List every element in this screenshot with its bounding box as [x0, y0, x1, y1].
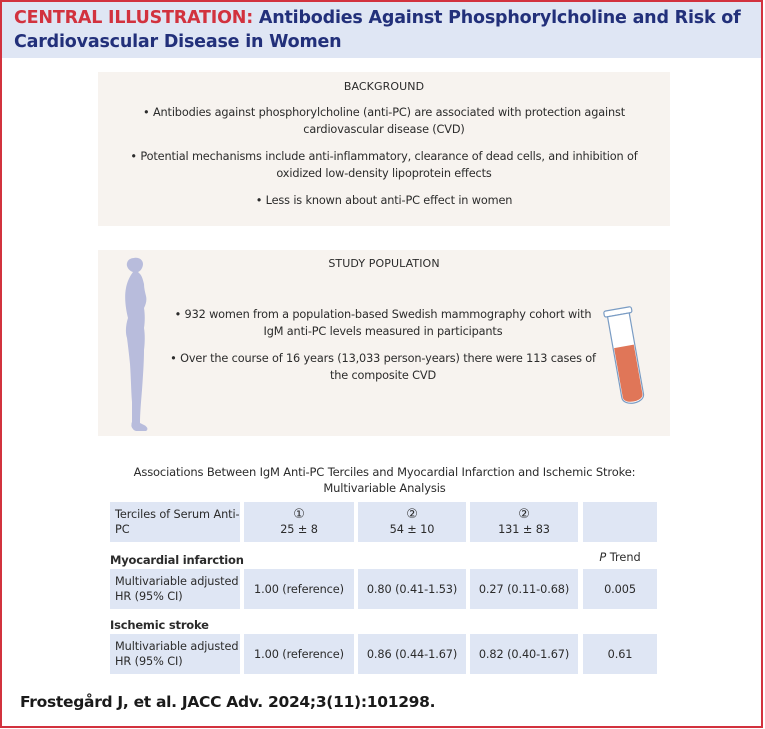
- table-cell: 0.82 (0.40-1.67): [470, 634, 578, 674]
- table-header-label: Terciles of Serum Anti-PC: [110, 502, 240, 542]
- p-trend-text: Trend: [606, 551, 641, 564]
- table-row-label: Multivariable adjusted HR (95% CI): [110, 569, 240, 609]
- study-population-bullet: • Over the course of 16 years (13,033 person-years) there were 113 cases of the composite CVD: [170, 352, 596, 382]
- tercile-marker: ②: [518, 507, 530, 522]
- background-bullet: • Less is known about anti-PC effect in women: [255, 194, 513, 207]
- table-cell: 1.00 (reference): [244, 569, 354, 609]
- study-population-heading: STUDY POPULATION: [328, 257, 440, 270]
- test-tube-icon: [602, 302, 652, 414]
- tercile-value: 25 ± 8: [280, 523, 318, 536]
- title-text: Antibodies Against Phosphorylcholine and Risk of Cardiovascular Disease in Women: [14, 8, 741, 52]
- table-cell-p-trend: 0.005: [583, 569, 657, 609]
- tercile-value: 131 ± 83: [498, 523, 550, 536]
- p-italic: P: [599, 551, 607, 564]
- table-header-tercile-2: [358, 502, 466, 542]
- table-row-label: Multivariable adjusted HR (95% CI): [110, 634, 240, 674]
- background-panel: [98, 72, 670, 226]
- background-heading: BACKGROUND: [343, 80, 425, 93]
- tercile-marker: ①: [293, 507, 305, 522]
- section-label-ischemic-stroke: Ischemic stroke: [110, 618, 209, 632]
- table-cell: 1.00 (reference): [244, 634, 354, 674]
- table-cell-p-trend: 0.61: [583, 634, 657, 674]
- table-cell: 0.27 (0.11-0.68): [470, 569, 578, 609]
- study-population-panel: [98, 250, 670, 436]
- table-cell: 0.80 (0.41-1.53): [358, 569, 466, 609]
- table-header-tercile-3: [470, 502, 578, 542]
- section-label-myocardial-infarction: Myocardial infarction: [110, 553, 244, 567]
- woman-silhouette-icon: [114, 254, 164, 432]
- table-header-tercile-1: [244, 502, 354, 542]
- tercile-value: 54 ± 10: [389, 523, 435, 536]
- table-header-empty: [583, 502, 657, 542]
- background-bullet: • Potential mechanisms include anti-inflammatory, clearance of dead cells, and inhibition of oxidized low-density lipoprotein effects: [130, 150, 638, 180]
- tercile-marker: ②: [406, 507, 418, 522]
- p-trend-header: [583, 551, 657, 564]
- study-population-bullet: • 932 women from a population-based Swedish mammography cohort with IgM anti-PC levels measured in participants: [174, 308, 592, 338]
- table-title: Associations Between IgM Anti-PC Terciles and Myocardial Infarction and Ischemic Stroke: Multivariable Analysis: [133, 465, 636, 495]
- title-tag: CENTRAL ILLUSTRATION:: [14, 8, 254, 28]
- table-cell: 0.86 (0.44-1.67): [358, 634, 466, 674]
- background-bullet: • Antibodies against phosphorylcholine (anti-PC) are associated with protection against cardiovascular disease (CVD): [143, 106, 625, 136]
- title-bar: [2, 2, 761, 58]
- citation: Frostegård J, et al. JACC Adv. 2024;3(11):101298.: [20, 693, 436, 711]
